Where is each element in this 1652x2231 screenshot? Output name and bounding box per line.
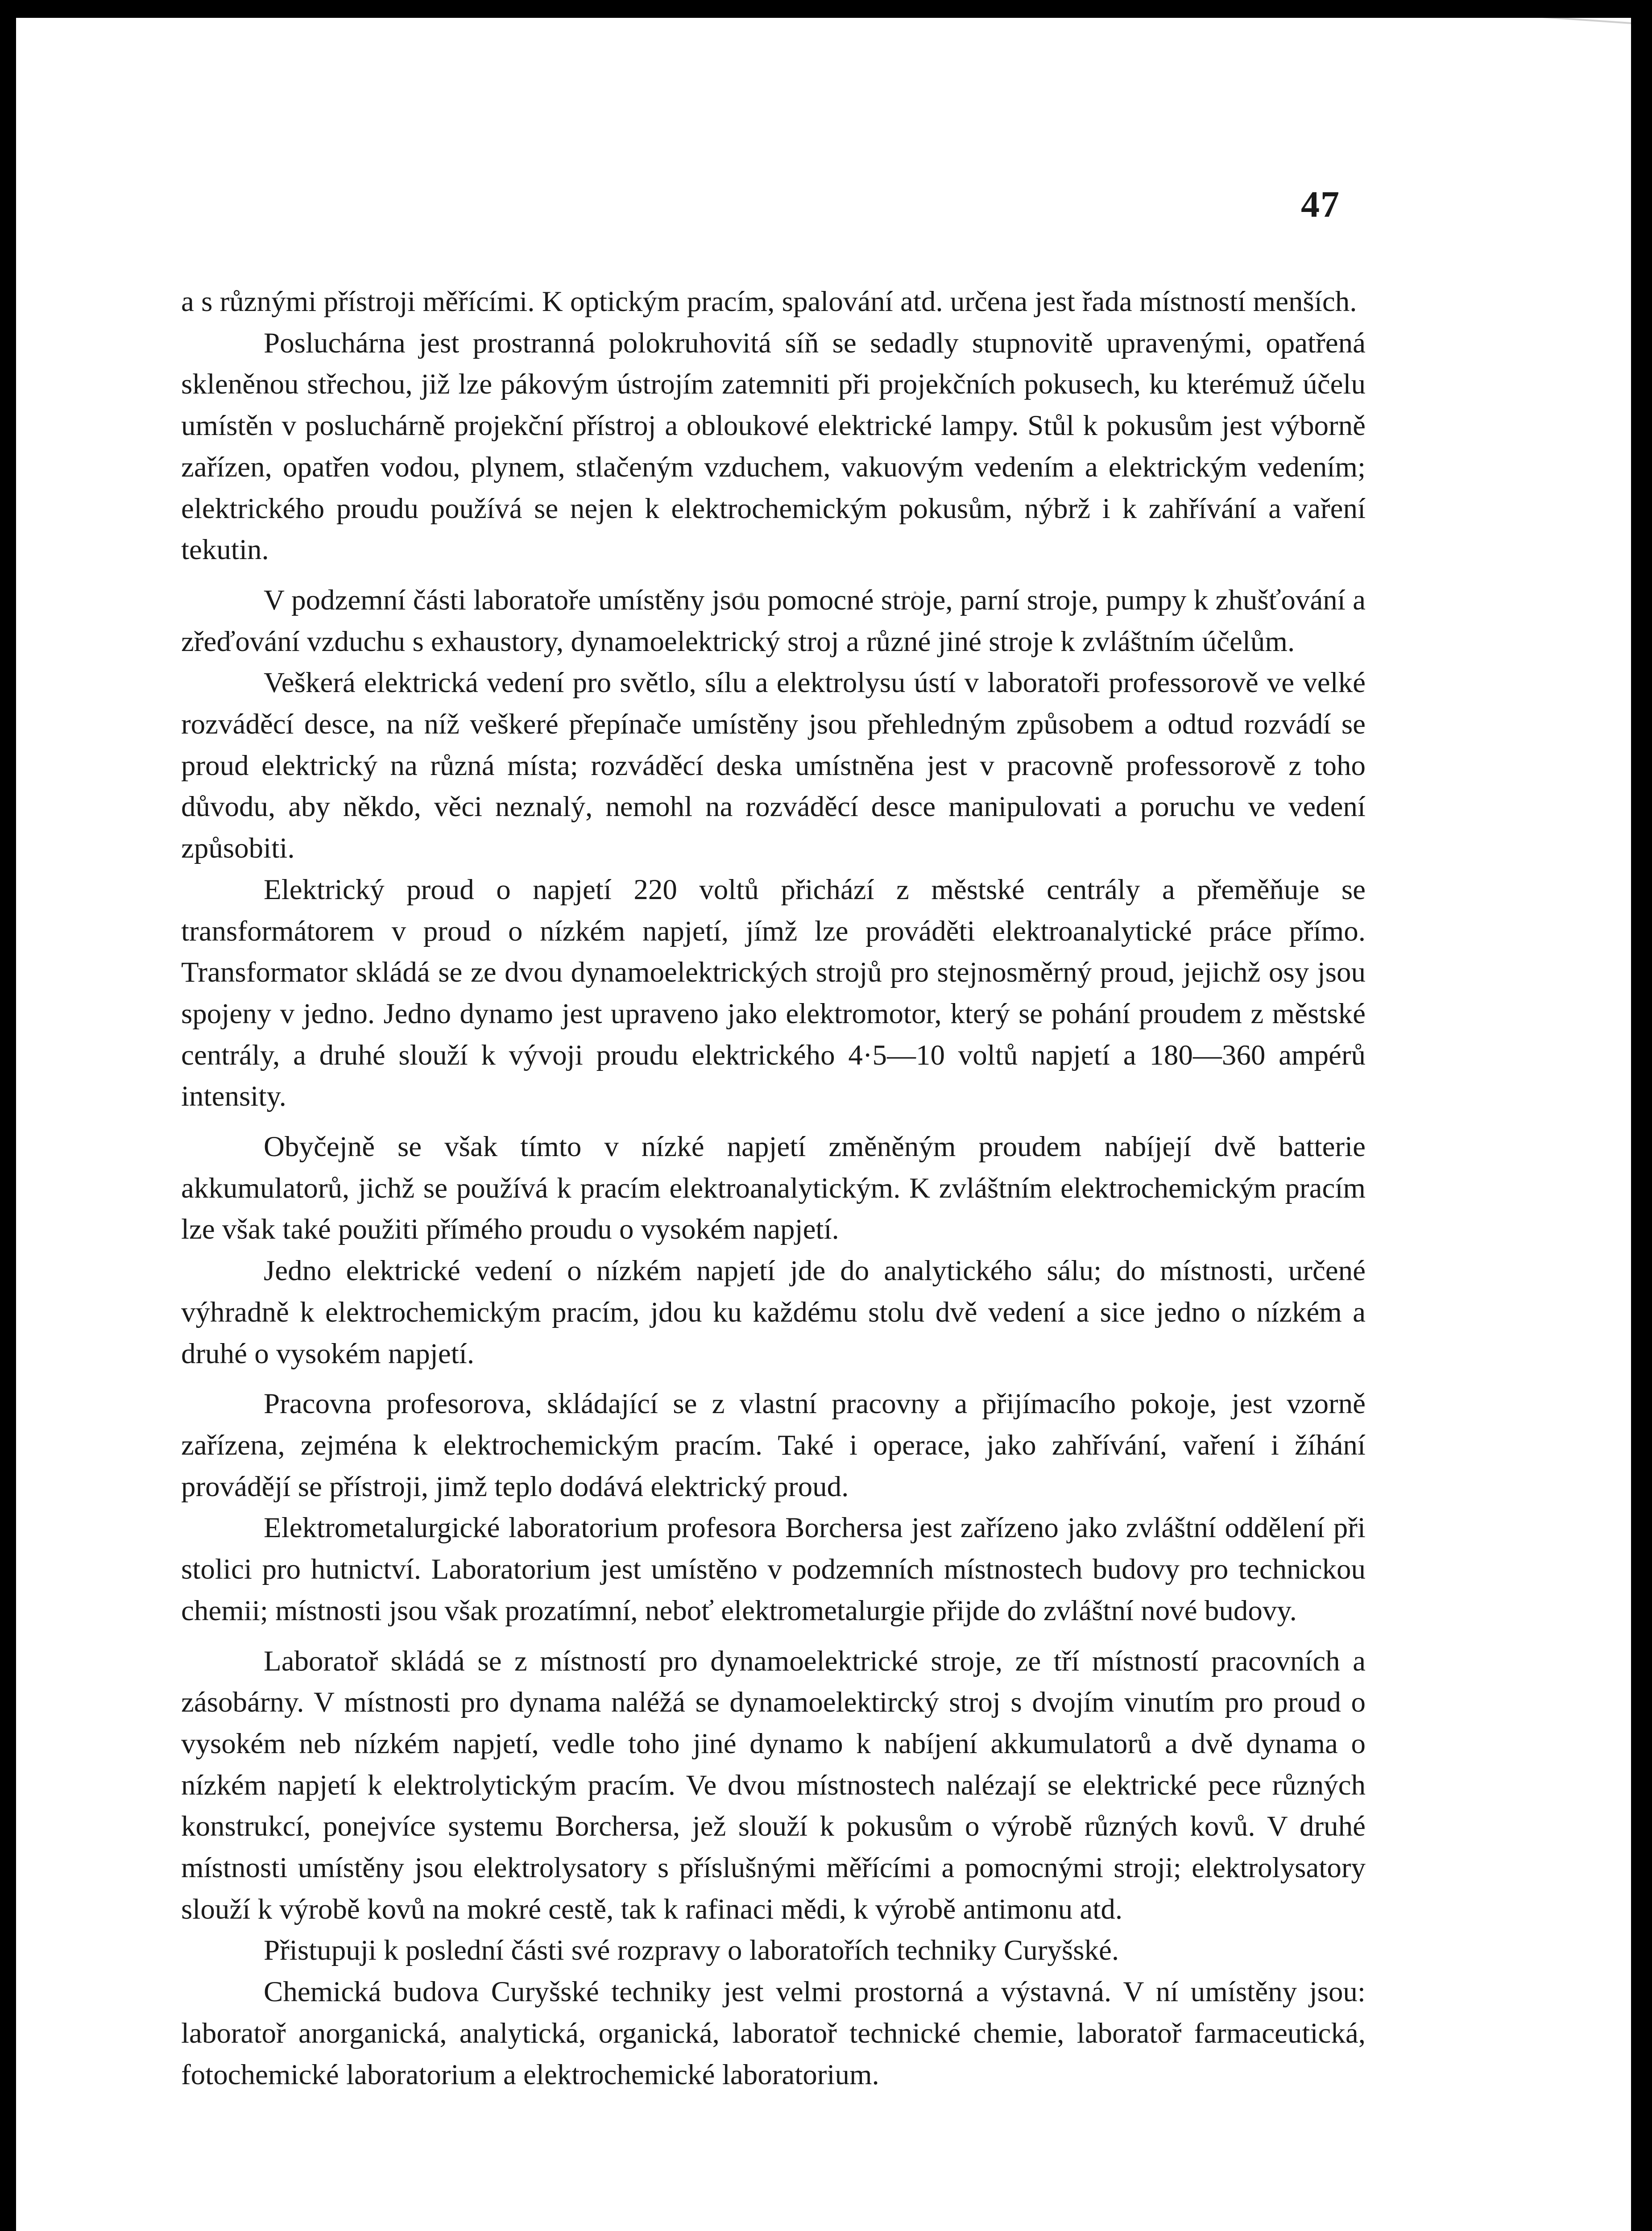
paragraph: a s různými přístroji měřícími. K optickým pracím, spalování atd. určena jest řada místností menších. (181, 286, 1357, 318)
scan-edge-mark (1444, 18, 1631, 24)
paragraph: V podzemní části laboratoře umístěny jsou pomocné stroje, parní stroje, pumpy k zhušťování a zřeďování vzduchu s exhaustory, dynamoelektrický stroj a různé jiné stroje k zvláštním účelům. (181, 584, 1366, 658)
paragraph: Pracovna profesorova, skládající se z vlastní pracovny a přijímacího pokoje, jest vzorně zařízena, zejména k elektrochemickým pracím. Také i operace, jako zahřívání, vaření i žíhání provádějí se přístroji, jimž teplo dodává elektrický proud. (181, 1388, 1366, 1503)
paragraph: Elektrometalurgické laboratorium profesora Borchersa jest zařízeno jako zvláštní oddělení při stolici pro hutnictví. Laboratorium jest umístěno v podzemních místnostech budovy pro technickou chemii; místnosti jsou však prozatímní, neboť elektrometalurgie přijde do zvláštní nové budovy. (181, 1512, 1366, 1627)
paragraph: Jedno elektrické vedení o nízkém napjetí jde do analytického sálu; do místnosti, určené výhradně k elektrochemickým pracím, jdou ku každému stolu dvě vedení a sice jedno o nízkém a druhé o vysokém napjetí. (181, 1255, 1366, 1370)
page-number: 47 (1301, 184, 1340, 225)
text-body (181, 281, 1366, 2095)
paragraph: Veškerá elektrická vedení pro světlo, sílu a elektrolysu ústí v laboratoři professorově ve velké rozváděcí desce, na níž veškeré přepínače umístěny jsou přehledným způsobem a odtud rozvádí se proud elektrický na různá místa; rozváděcí deska umístněna jest v pracovně professorově z toho důvodu, aby někdo, věci neznalý, nemohl na rozváděcí desce manipulovati a poruchu ve vedení způsobiti. (181, 667, 1366, 865)
paragraph: Obyčejně se však tímto v nízké napjetí změněným proudem nabíjejí dvě batterie akkumulatorů, jichž se používá k pracím elektroanalytickým. K zvláštním elektrochemickým pracím lze však také použiti přímého proudu o vysokém napjetí. (181, 1131, 1366, 1246)
paragraph: Chemická budova Curyšské techniky jest velmi prostorná a výstavná. V ní umístěny jsou: laboratoř anorganická, analytická, organická, laboratoř technické chemie, laboratoř farmaceutická, fotochemické laboratorium a elektrochemické laboratorium. (181, 1976, 1366, 2091)
paragraph: Elektrický proud o napjetí 220 voltů přichází z městské centrály a přeměňuje se transformátorem v proud o nízkém napjetí, jímž lze prováděti elektroanalytické práce přímo. Transformator skládá se ze dvou dynamoelektrických strojů pro stejnosměrný proud, jejichž osy jsou spojeny v jedno. Jedno dynamo jest upraveno jako elektromotor, který se pohání proudem z městské centrály, a druhé slouží k vývoji proudu elektrického 4·5—10 voltů napjetí a 180—360 ampérů intensity. (181, 873, 1366, 1113)
paragraph: Přistupuji k poslední části své rozpravy o laboratořích techniky Curyšské. (264, 1934, 1119, 1967)
paragraph: Laboratoř skládá se z místností pro dynamoelektrické stroje, ze tří místností pracovních a zásobárny. V místnosti pro dynama naléžá se dynamoelektircký stroj s dvojím vinutím pro proud o vysokém neb nízkém napjetí, vedle toho jiné dynamo k nabíjení akkumulatorů a dvě dynama o nízkém napjetí k elektrolytickým pracím. Ve dvou místnostech nalézají se elektrické pece různých konstrukcí, ponejvíce systemu Borchersa, jež slouží k pokusům o výrobě různých kovů. V druhé místnosti umístěny jsou elektrolysatory s příslušnými měřícími a pomocnými stroji; elektrolysatory slouží k výrobě kovů na mokré cestě, tak k rafinaci mědi, k výrobě antimonu atd. (181, 1645, 1366, 1925)
book-page (16, 18, 1631, 2231)
paragraph: Posluchárna jest prostranná polokruhovitá síň se sedadly stupnovitě upravenými, opatřená skleněnou střechou, již lze pákovým ústrojím zatemniti při projekčních pokusech, ku kterémuž účelu umístěn v posluchárně projekční přístroj a obloukové elektrické lampy. Stůl k pokusům jest výborně zařízen, opatřen vodou, plynem, stlačeným vzduchem, vakuovým vedením a elektrickým vedením; elektrického proudu používá se nejen k elektrochemickým pokusům, nýbrž i k zahřívání a vaření tekutin. (181, 327, 1366, 566)
